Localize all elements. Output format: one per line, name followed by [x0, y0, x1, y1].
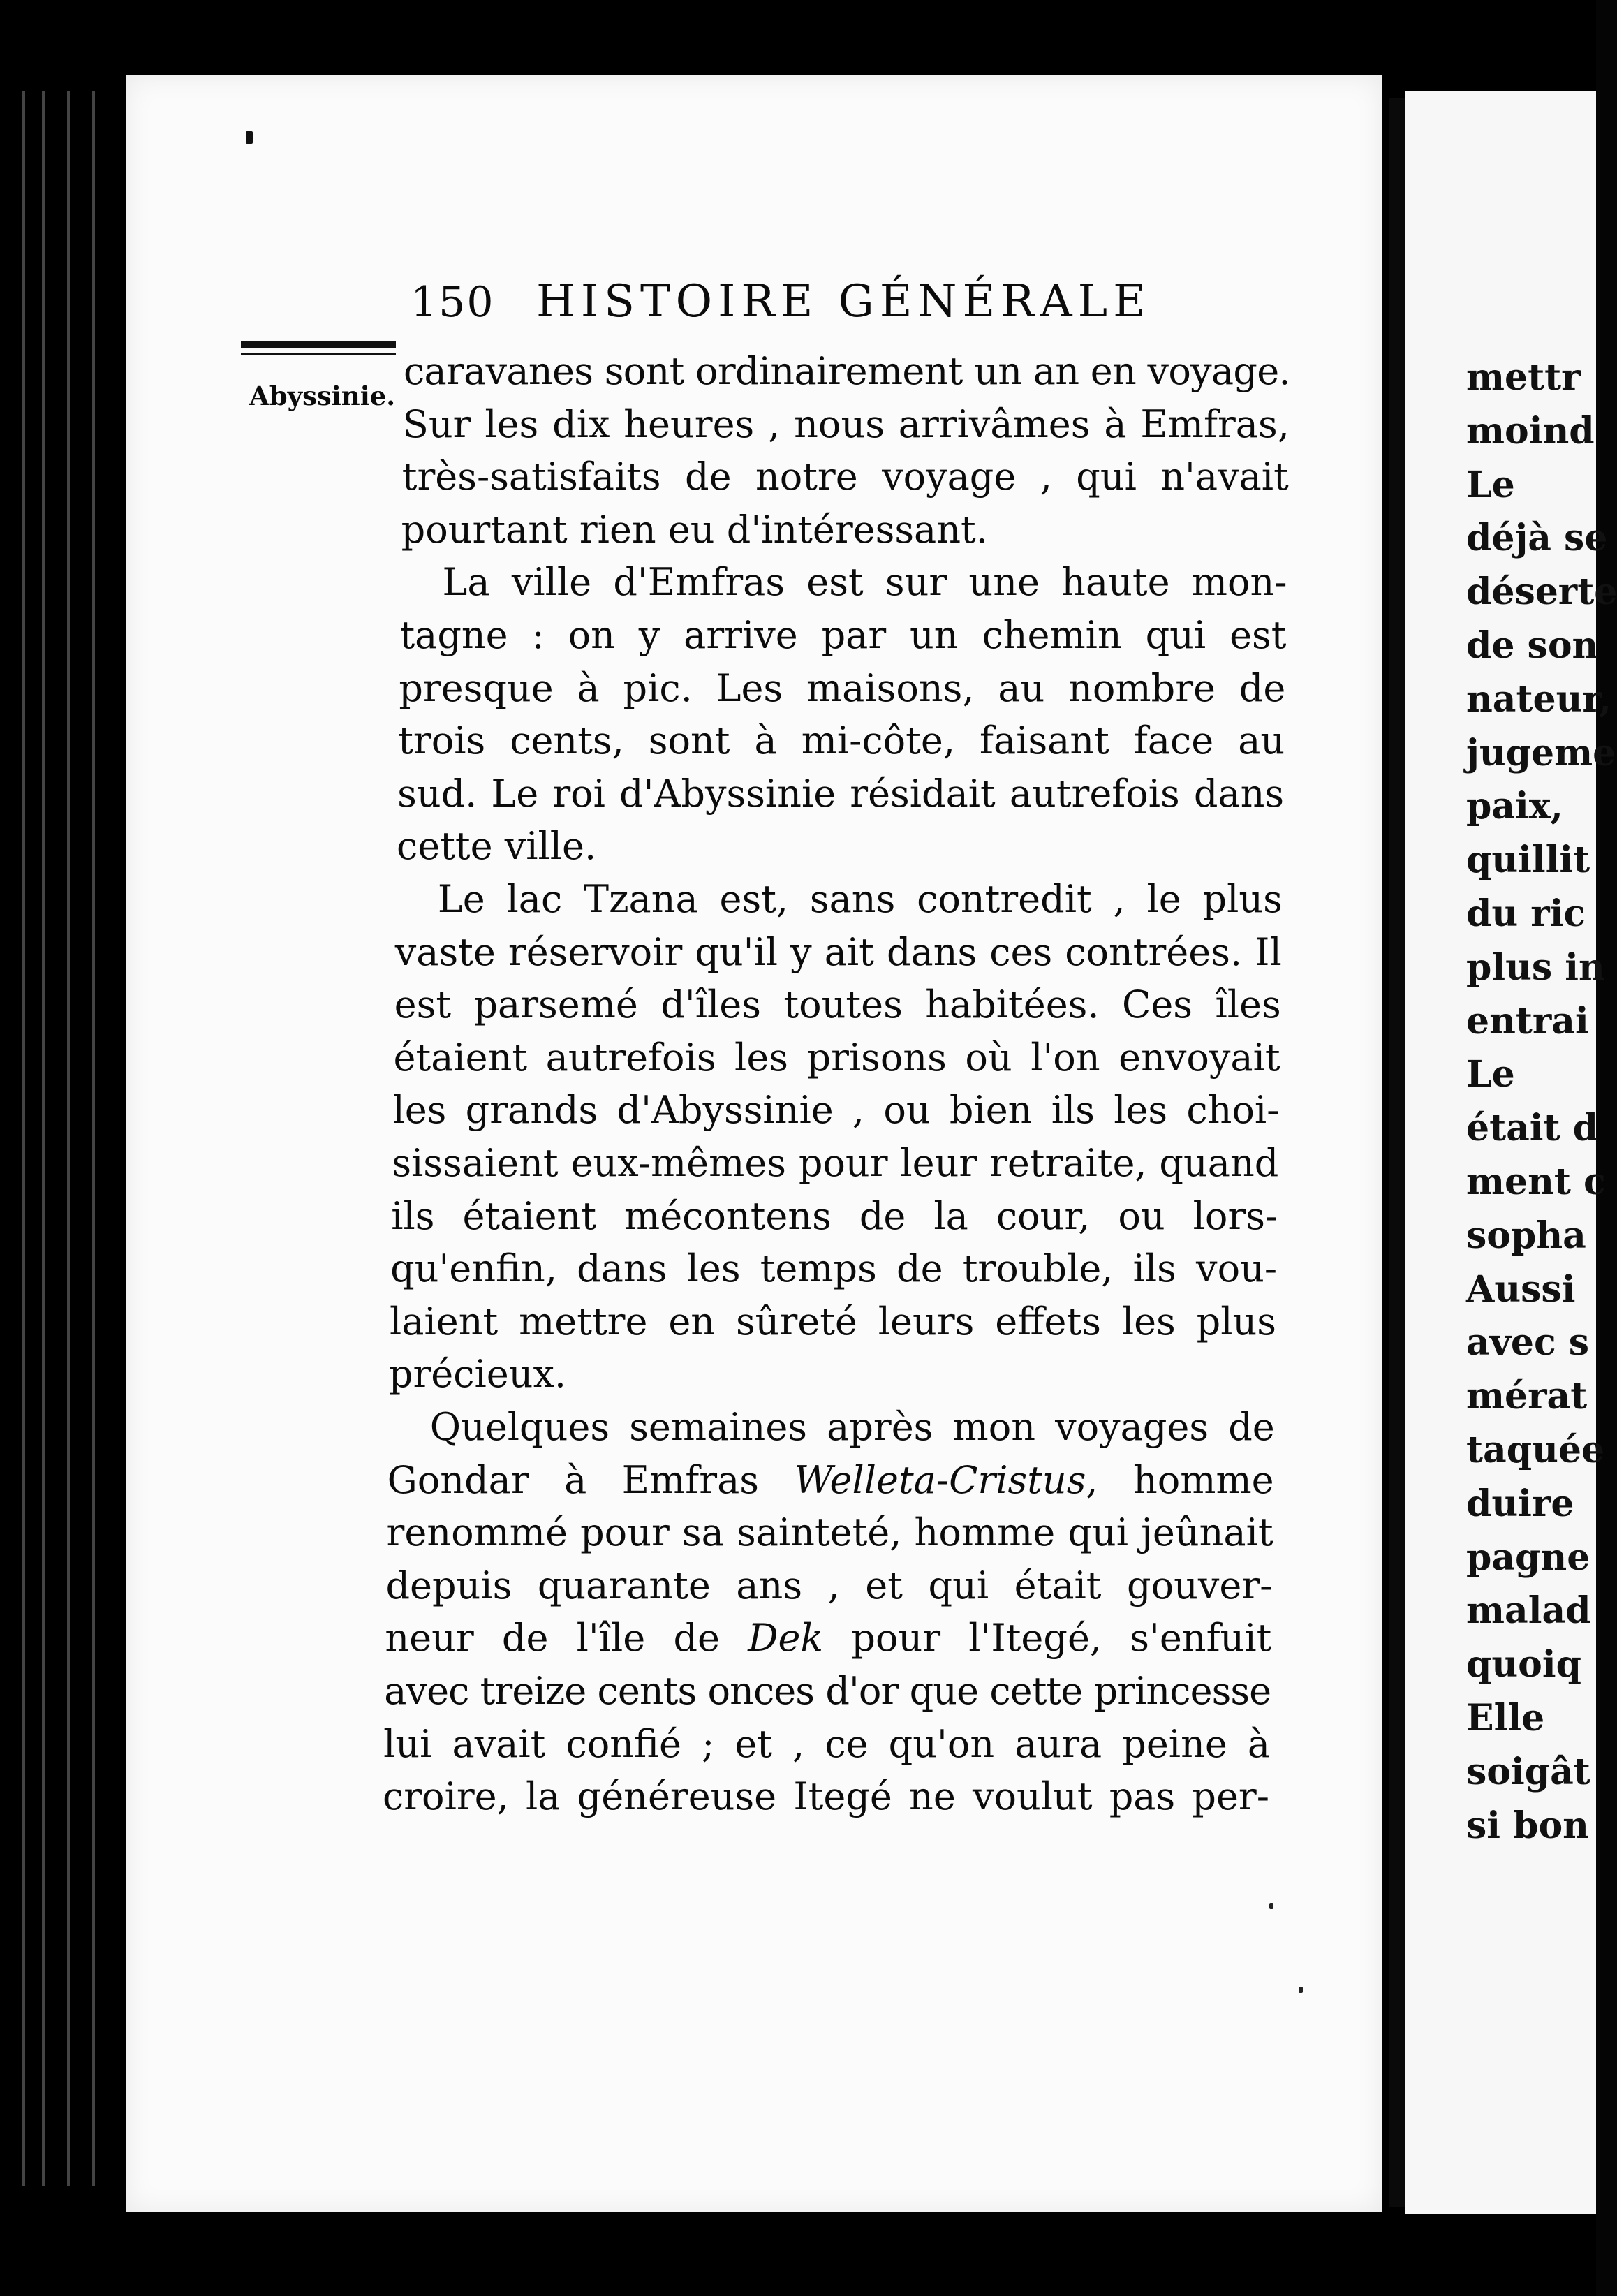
right-text-fragment: Le	[1466, 463, 1515, 506]
right-text-fragment: sopha	[1466, 1214, 1586, 1257]
right-text-fragment: Elle	[1466, 1697, 1545, 1739]
gutter	[1389, 98, 1405, 2207]
text-line: sissaient eux-mêmes pour leur retraite, quand	[392, 1141, 1279, 1185]
text-line: étaient autrefois les prisons où l'on envoyait	[393, 1035, 1280, 1080]
running-title: HISTOIRE GÉNÉRALE	[536, 276, 1151, 328]
ink-mark	[246, 131, 253, 144]
italic-text: Welleta-Cristus	[794, 1457, 1086, 1502]
text-line: lui avait confié ; et , ce qu'on aura peine à	[383, 1721, 1271, 1766]
page-number: 150	[411, 278, 495, 327]
right-text-fragment: entrai	[1466, 999, 1589, 1043]
edge-stripe	[67, 91, 70, 2186]
right-text-fragment: si bon	[1466, 1804, 1589, 1847]
text-line: caravanes sont ordinairement un an en voyage.	[404, 349, 1290, 393]
right-text-fragment: avec s	[1466, 1321, 1590, 1364]
right-text-fragment: déjà se	[1466, 517, 1608, 560]
margin-rule	[241, 341, 396, 355]
right-text-fragment: mettr	[1466, 356, 1581, 399]
right-text-fragment: plus in	[1466, 945, 1605, 989]
text-line: laient mettre en sûreté leurs effets les plus	[390, 1299, 1276, 1344]
right-text-fragment: Le	[1466, 1053, 1515, 1096]
text-line: sud. Le roi d'Abyssinie résidait autrefois dans	[397, 771, 1285, 816]
right-text-fragment: moind	[1466, 409, 1595, 452]
text-line: ils étaient mécontens de la cour, ou lors-	[391, 1193, 1278, 1238]
right-text-fragment: ment c	[1466, 1161, 1606, 1203]
right-text-fragment: Aussi	[1466, 1267, 1576, 1311]
right-text-fragment: pagne	[1466, 1536, 1590, 1579]
text-line: neur de l'île de Dek pour l'Itegé, s'enfuit	[385, 1616, 1272, 1661]
right-text-fragment: paix,	[1466, 785, 1563, 828]
edge-stripe	[92, 91, 95, 2186]
right-text-fragment: mérat	[1466, 1375, 1588, 1418]
right-text-fragment: de son	[1466, 624, 1599, 667]
text-line: renommé pour sa sainteté, homme qui jeûnait	[386, 1510, 1273, 1555]
text-line: qu'enfin, dans les temps de trouble, ils vou-	[390, 1246, 1278, 1291]
text-line: pourtant rien eu d'intéressant.	[401, 507, 988, 552]
text-line: précieux.	[388, 1352, 567, 1397]
text-line: Quelques semaines après mon voyages de	[429, 1405, 1275, 1449]
right-text-fragment: déserte	[1466, 571, 1617, 614]
text-line: est parsemé d'îles toutes habitées. Ces îles	[394, 983, 1281, 1027]
text-line: avec treize cents onces d'or que cette princesse	[384, 1669, 1271, 1713]
edge-stripe	[22, 91, 25, 2186]
right-text-fragment: malad	[1466, 1589, 1591, 1633]
margin-note: Abyssinie.	[249, 381, 396, 411]
text-line: les grands d'Abyssinie , ou bien ils les choi-	[392, 1088, 1280, 1133]
right-text-fragment: jugeme	[1466, 731, 1616, 774]
right-text-fragment: soigât	[1466, 1750, 1590, 1793]
text-line: Sur les dix heures , nous arrivâmes à Emfras,	[402, 402, 1290, 446]
text-line: vaste réservoir qu'il y ait dans ces contrées. Il	[394, 929, 1282, 974]
right-text-fragment: quoiq	[1466, 1643, 1581, 1686]
right-text-fragment: duire	[1466, 1482, 1574, 1525]
text-line: La ville d'Emfras est sur une haute mon-	[442, 560, 1287, 605]
edge-stripe	[42, 91, 45, 2186]
text-line: depuis quarante ans , et qui était gouver-	[385, 1563, 1273, 1607]
text-line: Le lac Tzana est, sans contredit , le plus	[437, 877, 1283, 921]
speck	[1269, 1903, 1273, 1909]
italic-text: Dek	[748, 1616, 824, 1661]
right-page	[1405, 91, 1617, 2214]
book-edge-left	[0, 0, 126, 2296]
text-line: presque à pic. Les maisons, au nombre de	[399, 665, 1286, 710]
right-text-fragment: du ric	[1466, 892, 1586, 935]
text-line: croire, la généreuse Itegé ne voulut pas per-	[383, 1774, 1269, 1819]
right-text-fragment: taquée	[1466, 1429, 1605, 1471]
right-text-fragment: était d	[1466, 1107, 1599, 1150]
text-line: trois cents, sont à mi-côte, faisant face au	[398, 719, 1285, 763]
text-line: tagne : on y arrive par un chemin qui est	[399, 613, 1287, 657]
speck	[1299, 1987, 1303, 1993]
right-text-fragment: nateur,	[1466, 677, 1612, 721]
text-line: cette ville.	[397, 824, 597, 869]
text-line: Gondar à Emfras Welleta-Cristus, homme	[387, 1457, 1274, 1502]
text-line: très-satisfaits de notre voyage , qui n'avait	[401, 455, 1289, 499]
right-text-fragment: quillit	[1466, 839, 1590, 882]
